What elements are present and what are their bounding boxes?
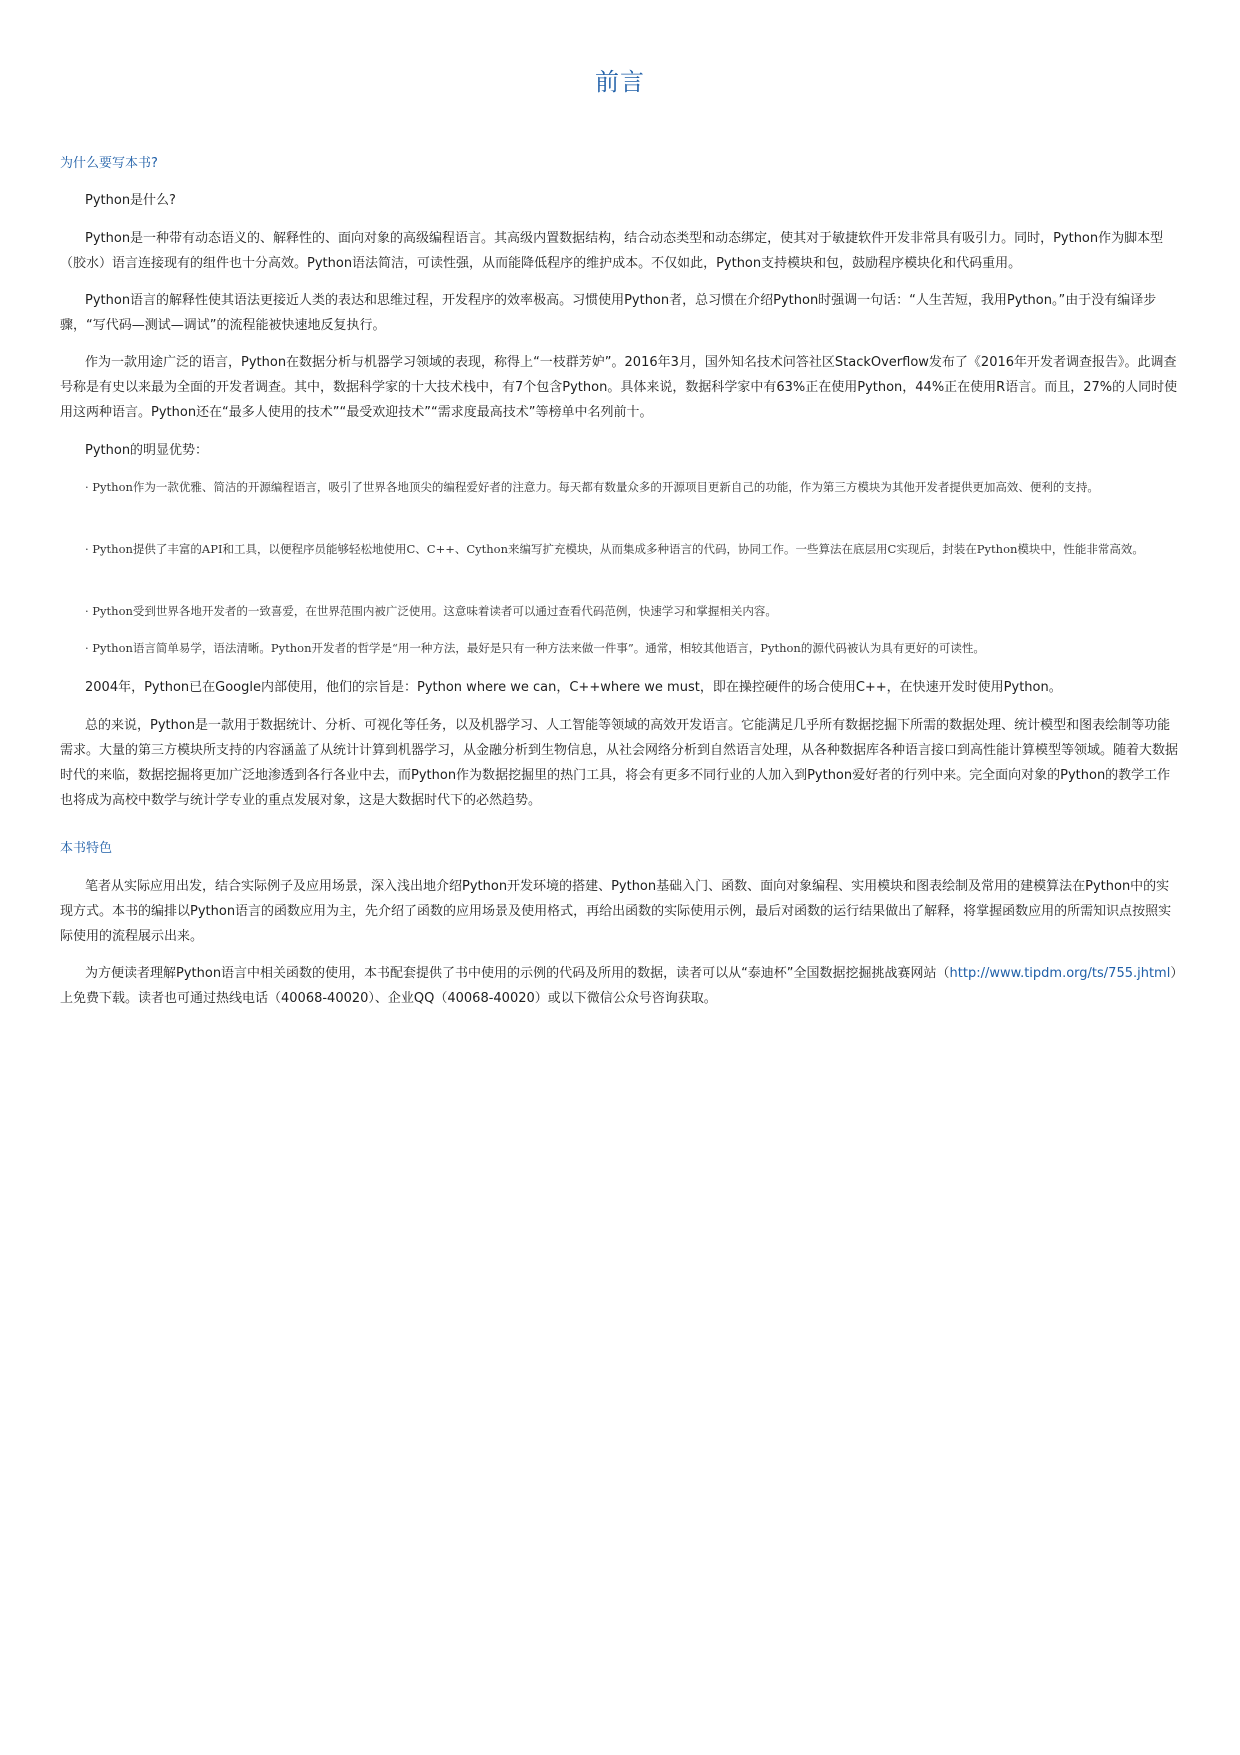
paragraph-summary: 总的来说，Python是一款用于数据统计、分析、可视化等任务，以及机器学习、人工智能等领域的高效开发语言。它能满足几乎所有数据挖掘下所需的数据处理、统计模型和图表绘制等功能需求。大量的第三方模块所支持的内容涵盖了从统计计算到机器学习，从金融分析到生物信息，从社会网络分析到自然语言处理，从各种数据库各种语言接口到高性能计算模型等领域。随着大数据时代的来临，数据挖掘将更加广泛地渗透到各行各业中去，而Python作为数据挖掘里的热门工具，将会有更多不同行业的人加入到Python爱好者的行列中来。完全面向对象的Python的教学工作也将成为高校中数学与统计学专业的重点发展对象，这是大数据时代下的必然趋势。 [60, 718, 1179, 808]
paragraph-what-is-python: Python是什么? [85, 193, 176, 208]
download-text-before: 为方便读者理解Python语言中相关函数的使用，本书配套提供了书中使用的示例的代码及所用的数据，读者可以从“泰迪杯”全国数据挖掘挑战赛网站（ [85, 966, 950, 981]
section-heading-why: 为什么要写本书? [60, 156, 158, 171]
download-link[interactable]: http://www.tipdm.org/ts/755.jhtml [949, 966, 1171, 981]
list-item-advantage-4: · Python语言简单易学，语法清晰。Python开发者的哲学是“用一种方法，最好是只有一种方法来做一件事”。通常，相较其他语言，Python的源代码被认为具有更好的可读性。 [85, 641, 985, 655]
list-item-advantage-3: · Python受到世界各地开发者的一致喜爱，在世界范围内被广泛使用。这意味着读者可以通过查看代码范例，快速学习和掌握相关内容。 [85, 604, 777, 618]
paragraph-book-features: 笔者从实际应用出发，结合实际例子及应用场景，深入浅出地介绍Python开发环境的搭建、Python基础入门、函数、面向对象编程、实用模块和图表绘制及常用的建模算法在Python中的实现方式。本书的编排以Python语言的函数应用为主，先介绍了函数的应用场景及使用格式，再给出函数的实际使用示例，最后对函数的运行结果做出了解释，将掌握函数应用的所需知识点按照实际使用的流程展示出来。 [60, 879, 1172, 944]
paragraph-python-interpreted: Python语言的解释性使其语法更接近人类的表达和思维过程，开发程序的效率极高。习惯使用Python者，总习惯在介绍Python时强调一句话：“人生苦短，我用Python。”由于没有编译步骤，“写代码—测试—调试”的流程能被快速地反复执行。 [60, 293, 1157, 333]
list-item-advantage-1: · Python作为一款优雅、简洁的开源编程语言，吸引了世界各地顶尖的编程爱好者的注意力。每天都有数量众多的开源项目更新自己的功能，作为第三方模块为其他开发者提供更加高效、便利的支持。 [85, 480, 1099, 494]
paragraph-download-info [60, 961, 1180, 1011]
paragraph-python-advantages: Python的明显优势： [85, 443, 209, 458]
section-heading-features: 本书特色 [60, 841, 113, 856]
paragraph-google-usage: 2004年，Python已在Google内部使用，他们的宗旨是：Python where we can，C++where we must，即在操控硬件的场合使用C++，在快速开发时使用Python。 [85, 680, 1062, 695]
download-text-after: ）上免费下载。读者也可通过热线电话（40068-40020）、企业QQ（40068-40020）或以下微信公众号咨询获取。 [60, 966, 1177, 1006]
list-item-advantage-2: · Python提供了丰富的API和工具，以便程序员能够轻松地使用C、C++、Cython来编写扩充模块，从而集成多种语言的代码，协同工作。一些算法在底层用C实现后，封装在Python模块中，性能非常高效。 [85, 542, 1144, 556]
page-title: 前言 [595, 68, 645, 96]
paragraph-python-definition: Python是一种带有动态语义的、解释性的、面向对象的高级编程语言。其高级内置数据结构，结合动态类型和动态绑定，使其对于敏捷软件开发非常具有吸引力。同时，Python作为脚本型（胶水）语言连接现有的组件也十分高效。Python语法简洁，可读性强，从而能降低程序的维护成本。不仅如此，Python支持模块和包，鼓励程序模块化和代码重用。 [60, 231, 1164, 271]
paragraph-python-data-analysis: 作为一款用途广泛的语言，Python在数据分析与机器学习领域的表现，称得上“一枝群芳妒”。2016年3月，国外知名技术问答社区StackOverflow发布了《2016年开发者调查报告》。此调查号称是有史以来最为全面的开发者调查。其中，数据科学家的十大技术栈中，有7个包含Python。具体来说，数据科学家中有63%正在使用Python，44%正在使用R语言。而且，27%的人同时使用这两种语言。Python还在“最多人使用的技术”“最受欢迎技术”“需求度最高技术”等榜单中名列前十。 [60, 355, 1178, 420]
